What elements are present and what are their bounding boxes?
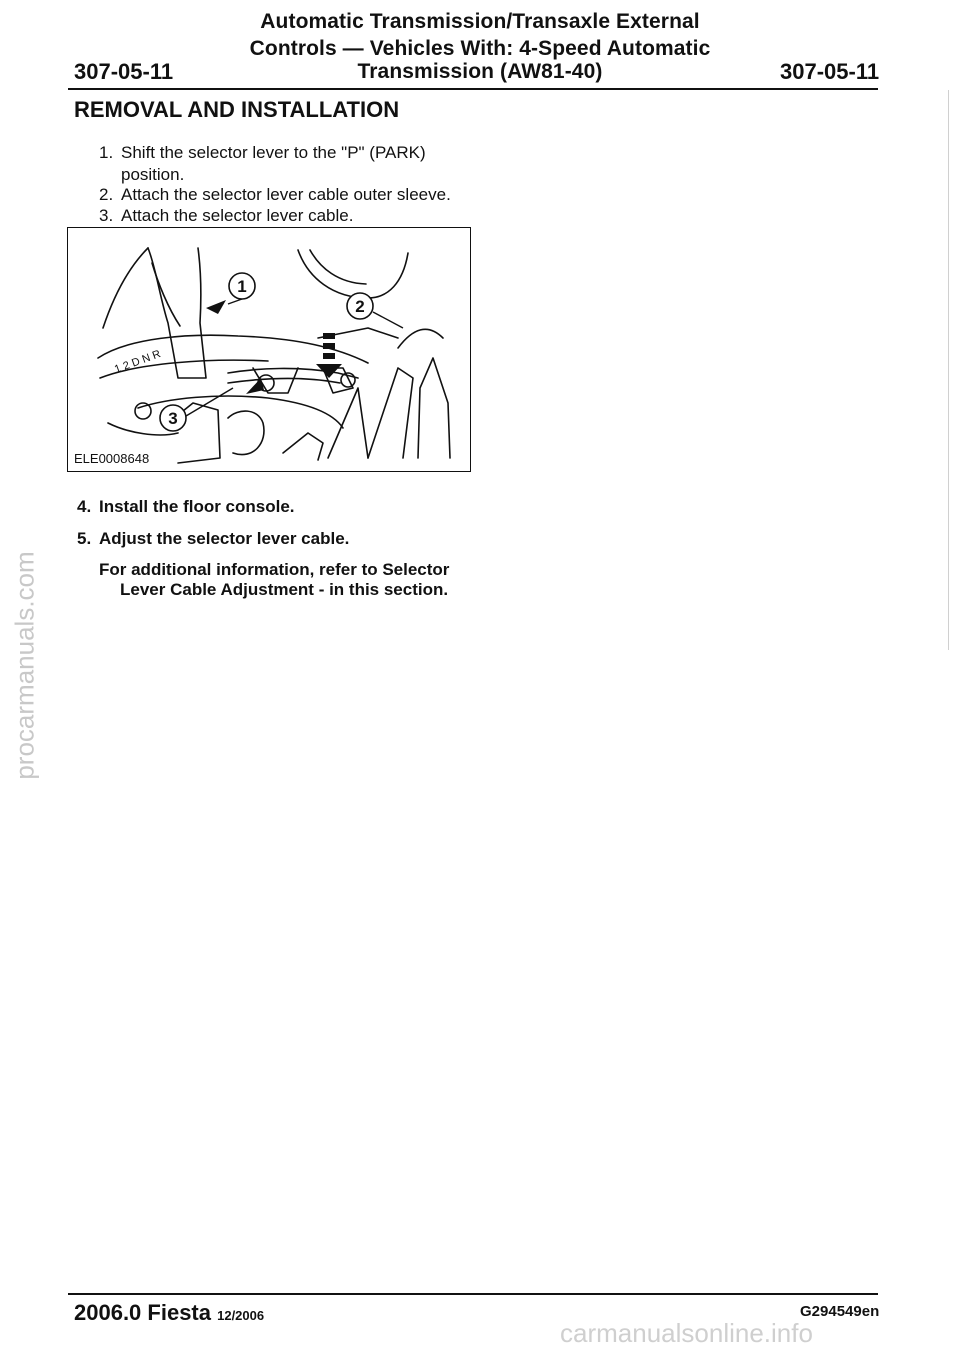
step-5-text: Adjust the selector lever cable. bbox=[99, 529, 350, 548]
step-3-number: 3. bbox=[99, 206, 114, 225]
footer-date: 12/2006 bbox=[217, 1308, 265, 1323]
step-3-text: Attach the selector lever cable. bbox=[121, 206, 354, 225]
side-watermark: procarmanuals.com bbox=[9, 551, 40, 780]
note-line-2: Lever Cable Adjustment - in this section. bbox=[120, 580, 449, 599]
step-1-number: 1. bbox=[99, 143, 114, 162]
step-2 bbox=[99, 184, 451, 206]
step-5 bbox=[77, 528, 349, 550]
footer-rule bbox=[68, 1293, 878, 1295]
page-edge-mark bbox=[948, 90, 949, 650]
step-2-number: 2. bbox=[99, 185, 114, 204]
header-title-line-1: Automatic Transmission/Transaxle External bbox=[260, 10, 700, 33]
selector-lever-illustration bbox=[67, 227, 471, 472]
callout-1: 1 bbox=[237, 277, 247, 296]
step-4-number: 4. bbox=[77, 497, 92, 516]
figure-label: ELE0008648 bbox=[74, 451, 150, 466]
header-title-line-3: Transmission (AW81-40) bbox=[357, 60, 603, 83]
step-2-text: Attach the selector lever cable outer sleeve. bbox=[121, 185, 451, 204]
selector-lever-drawing bbox=[68, 228, 469, 470]
footer-code: G294549en bbox=[800, 1303, 880, 1320]
note-line-1: For additional information, refer to Selector bbox=[99, 560, 450, 579]
footer-title bbox=[74, 1300, 264, 1326]
callout-2: 2 bbox=[355, 297, 365, 316]
step-4 bbox=[77, 496, 295, 518]
header-rule bbox=[68, 88, 878, 90]
callout-3: 3 bbox=[168, 409, 178, 428]
section-title: REMOVAL AND INSTALLATION bbox=[74, 97, 400, 122]
svg-text:1 2 D N R: 1 2 D N R bbox=[112, 348, 163, 376]
bottom-watermark: carmanualsonline.info bbox=[560, 1318, 813, 1348]
page-number-right: 307-05-11 bbox=[780, 59, 880, 84]
step-1-text: Shift the selector lever to the "P" (PARK) bbox=[121, 143, 426, 162]
header-title-line-2: Controls — Vehicles With: 4-Speed Automatic bbox=[249, 37, 711, 60]
step-1 bbox=[99, 142, 479, 186]
step-5-number: 5. bbox=[77, 529, 92, 548]
step-4-text: Install the floor console. bbox=[99, 497, 295, 516]
step-3 bbox=[99, 205, 353, 227]
footer-model: 2006.0 Fiesta bbox=[74, 1300, 211, 1325]
page-number-left: 307-05-11 bbox=[74, 59, 174, 84]
step-1-text-cont: position. bbox=[121, 165, 185, 184]
